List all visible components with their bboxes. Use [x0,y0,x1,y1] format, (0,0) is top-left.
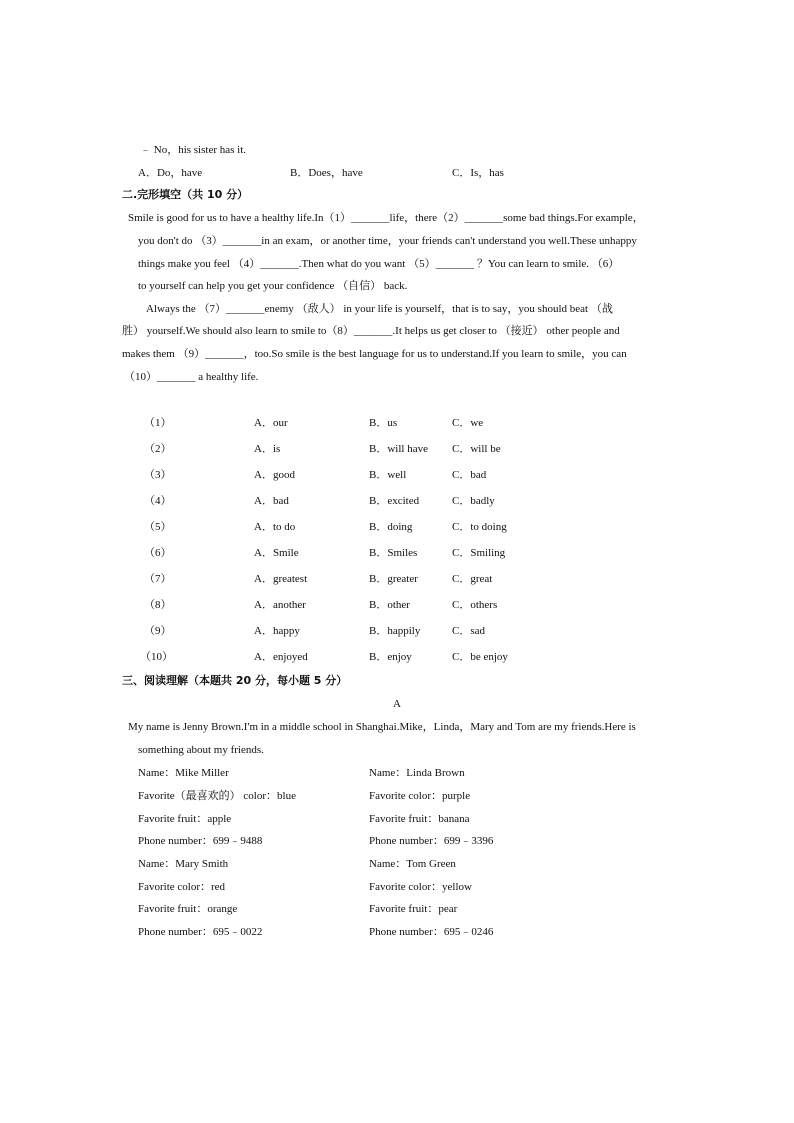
option-row-5 [0,520,794,534]
option-c: C．others [452,599,498,611]
cloze-para2-line1: Always the （7）_______enemy （敌人） in your life is yourself，that is to say，you should beat （战 [146,303,613,315]
friend-info-right: Phone number：699﹣3396 [369,835,494,847]
option-a: A．enjoyed [254,651,308,663]
option-num: （8） [144,599,172,611]
section2-heading: 二.完形填空（共 10 分） [122,188,249,201]
option-a: A．bad [254,495,289,507]
option-num: （5） [144,521,172,533]
prev-option-b: B．Does，have [290,167,363,179]
cloze-para1-line4: to yourself can help you get your confidence （自信） back. [138,280,408,292]
option-row-7 [0,572,794,586]
option-c: C．we [452,417,484,429]
prev-answer-line: ﹣ No，his sister has it. [140,144,247,156]
friend-info-left: Phone number：695﹣0022 [138,926,263,938]
friend-info-left: Favorite color：red [138,881,226,893]
option-num: （7） [144,573,172,585]
friend-info-right: Favorite fruit：pear [369,903,458,915]
option-b: B．well [369,469,407,481]
option-row-3 [0,468,794,482]
option-c: C．to doing [452,521,507,533]
option-row-1 [0,416,794,430]
cloze-para2-line2: 胜） yourself.We should also learn to smile to（8）_______.It helps us get closer to （接近） other people and [122,325,620,337]
friend-info-left: Favorite（最喜欢的） color：blue [138,790,296,802]
option-row-9 [0,624,794,638]
option-a: A．greatest [254,573,308,585]
prev-option-c: C．Is，has [452,167,504,179]
option-a: A．our [254,417,288,429]
cloze-para1-line2: you don't do （3）_______in an exam，or another time，your friends can't understand you well.These unhappy [138,235,637,247]
friend-info-left: Favorite fruit：orange [138,903,238,915]
option-a: A．good [254,469,295,481]
option-b: B．other [369,599,410,611]
option-row-2 [0,442,794,456]
option-c: C．sad [452,625,485,637]
prev-option-a: A．Do，have [138,167,203,179]
passage-label: A [393,698,401,710]
reading-intro-line2: something about my friends. [138,744,264,756]
section3-heading: 三、阅读理解（本题共 20 分，每小题 5 分） [122,674,348,687]
friend-info-right: Favorite fruit：banana [369,813,470,825]
cloze-para2-line3: makes them （9）_______，too.So smile is the best language for us to understand.If you learn to smile，you can [122,348,627,360]
option-row-4 [0,494,794,508]
cloze-para1-line3: things make you feel （4）_______.Then what do you want （5）_______ ？You can learn to smile. （6） [138,258,620,270]
option-b: B．excited [369,495,420,507]
option-c: C．Smiling [452,547,506,559]
option-num: （3） [144,469,172,481]
friend-info-right: Favorite color：yellow [369,881,472,893]
option-b: B．us [369,417,398,429]
option-b: B．greater [369,573,418,585]
friend-info-left: Name：Mike Miller [138,767,229,779]
option-b: B．happily [369,625,421,637]
option-num: （6） [144,547,172,559]
option-num: （9） [144,625,172,637]
friend-info-right: Phone number：695﹣0246 [369,926,494,938]
option-num: （4） [144,495,172,507]
option-num: （1） [144,417,172,429]
option-row-6 [0,546,794,560]
option-a: A．to do [254,521,296,533]
option-a: A．happy [254,625,300,637]
friend-info-left: Favorite fruit：apple [138,813,232,825]
option-c: C．will be [452,443,501,455]
option-c: C．be enjoy [452,651,508,663]
option-b: B．doing [369,521,413,533]
friend-info-left: Name：Mary Smith [138,858,229,870]
option-num: （10） [140,651,173,663]
option-c: C．bad [452,469,487,481]
option-c: C．great [452,573,493,585]
friend-info-left: Phone number：699﹣9488 [138,835,263,847]
option-row-8 [0,598,794,612]
option-a: A．another [254,599,306,611]
option-num: （2） [144,443,172,455]
option-row-10 [0,650,794,664]
cloze-para1-line1: Smile is good for us to have a healthy life.In（1）_______life，there（2）_______some bad things.For example， [128,212,644,224]
friend-info-right: Favorite color：purple [369,790,471,802]
reading-intro-line1: My name is Jenny Brown.I'm in a middle school in Shanghai.Mike，Linda，Mary and Tom are my friends.Here is [128,721,636,733]
option-a: A．Smile [254,547,299,559]
cloze-para2-line4: （10）_______ a healthy life. [124,371,259,383]
option-b: B．Smiles [369,547,418,559]
option-a: A．is [254,443,281,455]
friend-info-right: Name：Linda Brown [369,767,465,779]
option-b: B．enjoy [369,651,412,663]
option-b: B．will have [369,443,428,455]
option-c: C．badly [452,495,495,507]
friend-info-right: Name：Tom Green [369,858,456,870]
